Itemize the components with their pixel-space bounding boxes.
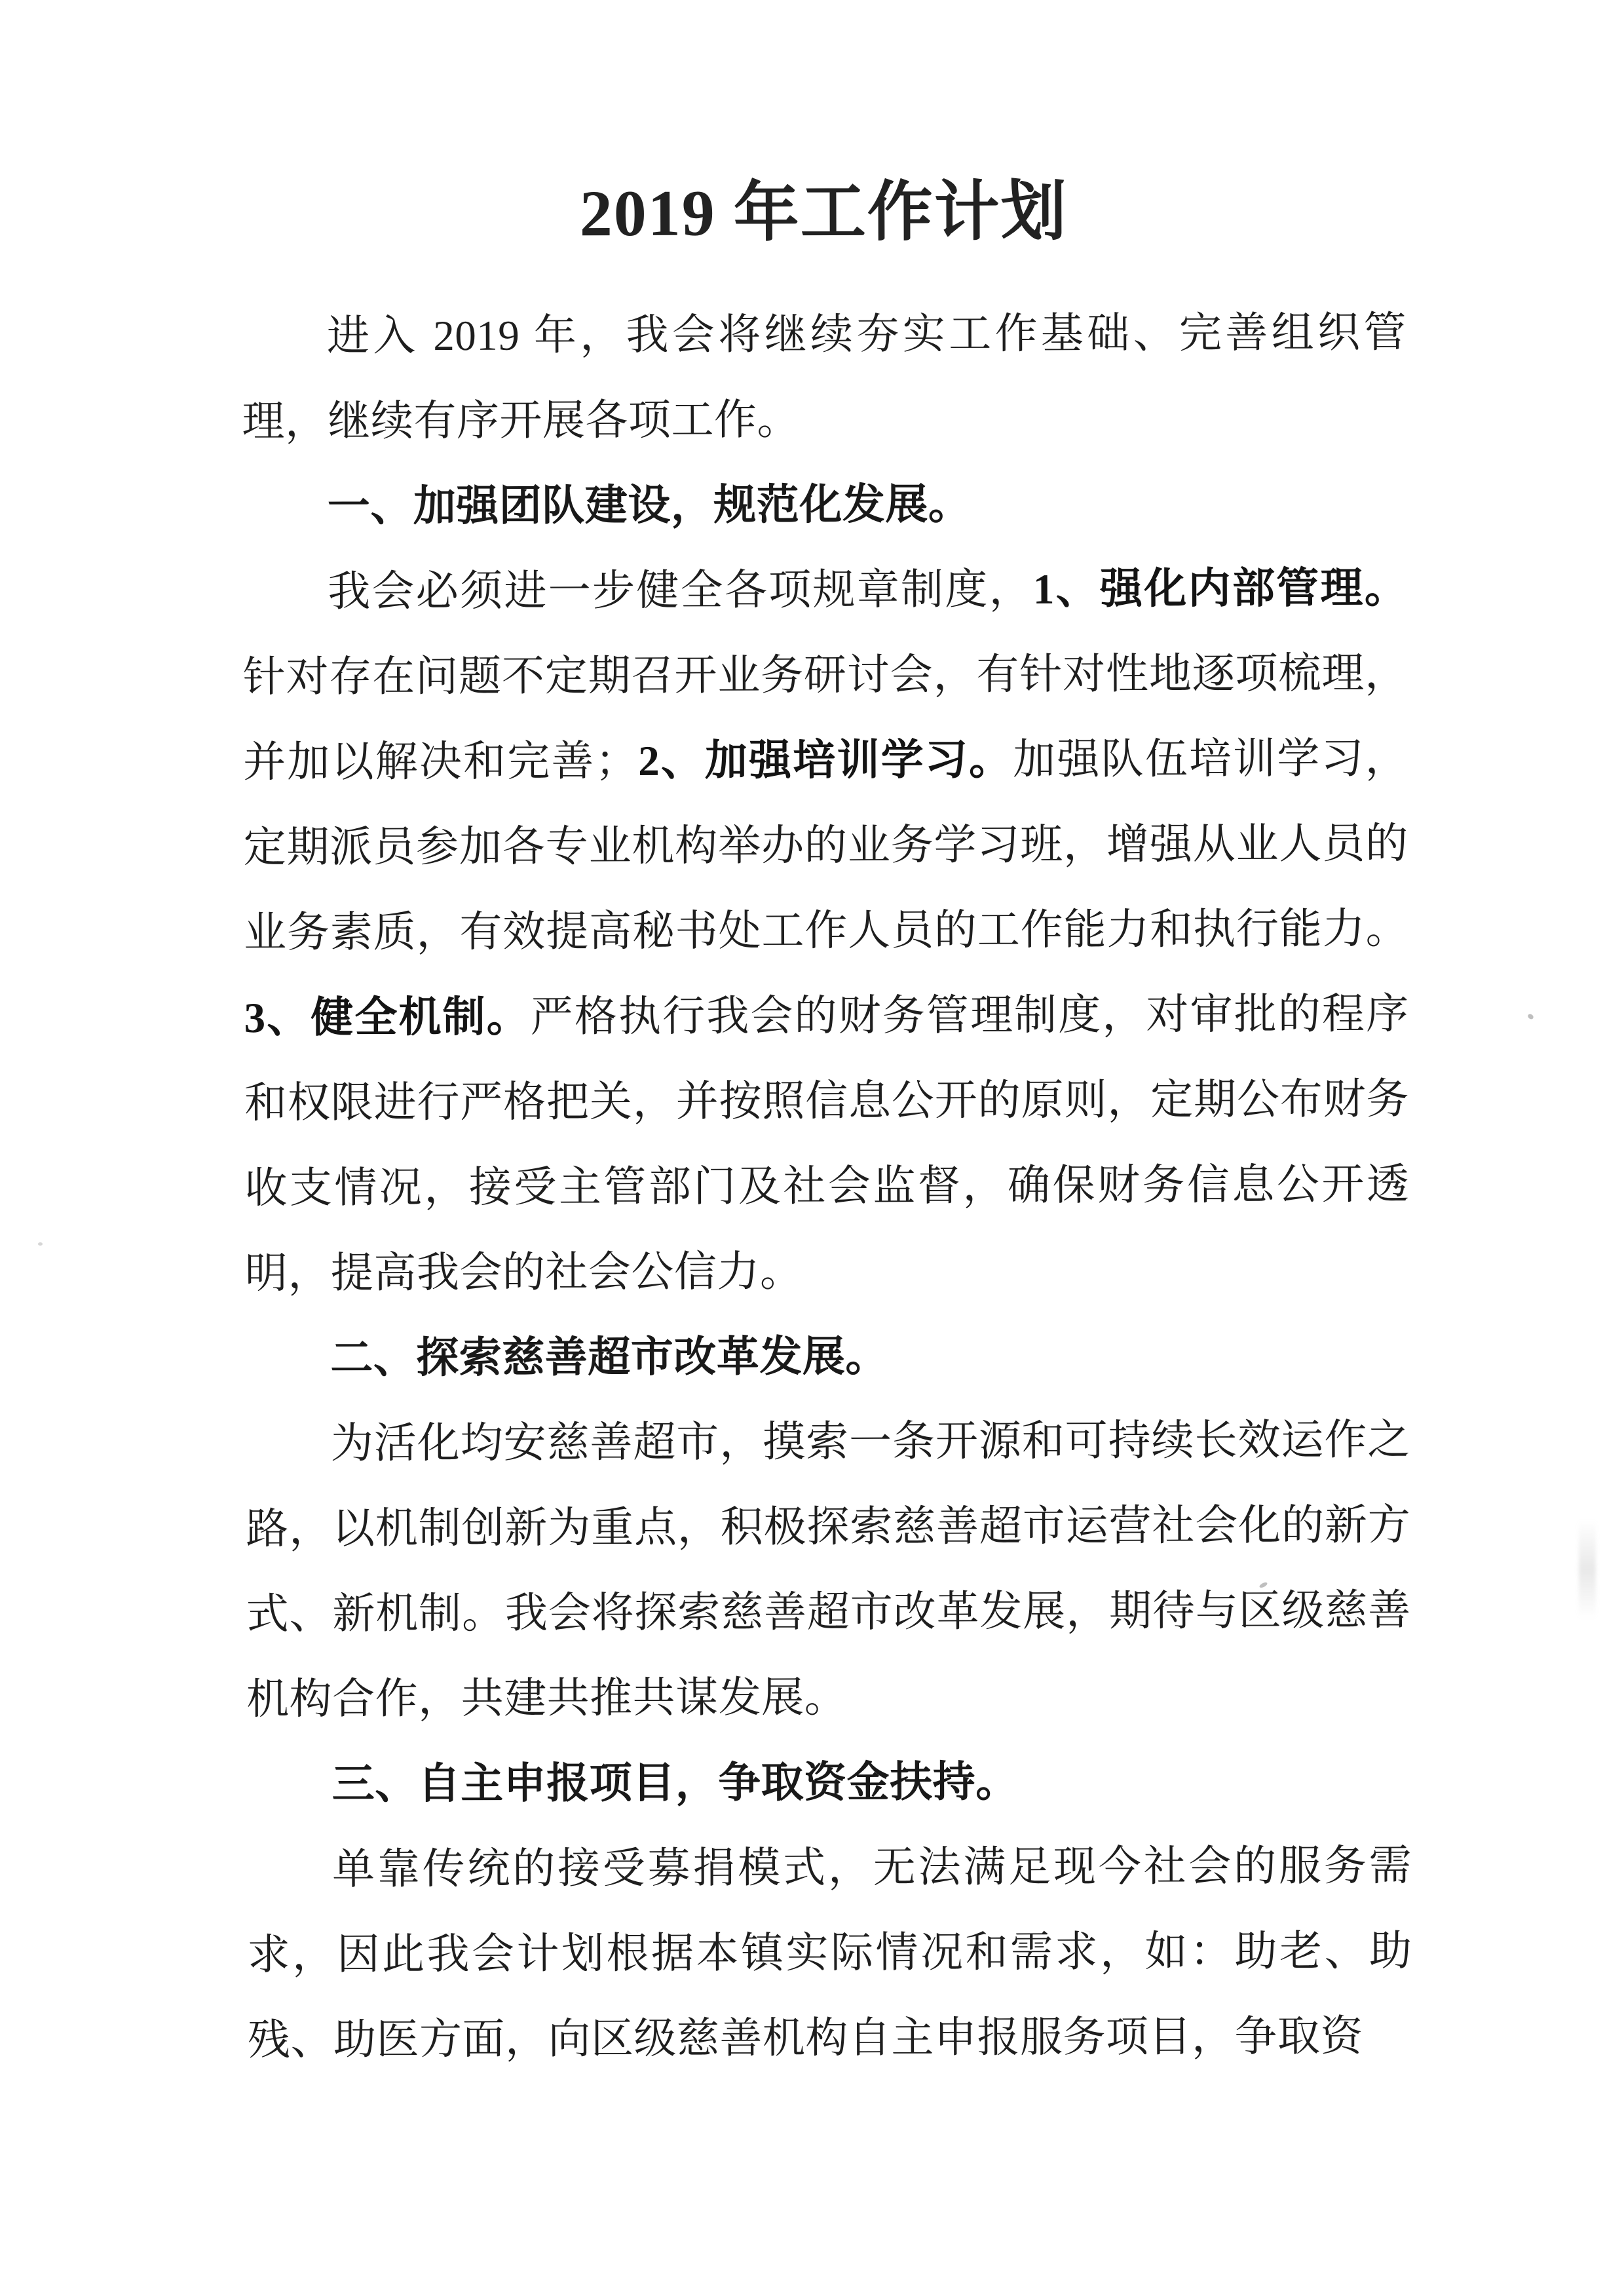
document-content <box>241 162 1412 2083</box>
document-title: 2019 年工作计划 <box>579 175 1068 250</box>
bold-run-training-study: 2、加强培训学习。 <box>637 736 1013 785</box>
text-run: 我会必须进一步健全各项规章制度， <box>328 565 1034 616</box>
scan-speck <box>38 1242 43 1246</box>
text-run: 为活化均安慈善超市，摸索一条开源和可持续长效运作之路，以机制创新为重点，积极探索慈善超市运营社会化的新方式、新机制。我会将探索慈善超市改革发展，期待与区级慈善机构合作，共建共推共谋发展。 <box>246 1416 1411 1724</box>
section-3-paragraph <box>247 1824 1412 2083</box>
text-run: 单靠传统的接受募捐模式，无法满足现今社会的服务需求，因此我会计划根据本镇实际情况和需求，如：助老、助残、助医方面，向区级慈善机构自主申报服务项目，争取资 <box>247 1842 1412 2065</box>
scan-speck <box>1527 1013 1534 1020</box>
section-2-paragraph <box>246 1398 1412 1742</box>
bold-run-internal-management: 1、强化内部管理。 <box>1032 564 1408 613</box>
section-1-heading: 一、加强团队建设，规范化发展。 <box>327 481 972 531</box>
bold-run-sound-mechanism: 3、健全机制。 <box>244 993 531 1043</box>
scan-streak <box>1579 1520 1596 1618</box>
text-run: 加强队伍培训学习，定期派员参加各专业机构举办的业务学习班，增强从业人员的业务素质，有效提高秘书处工作人员的工作能力和执行能力。 <box>243 735 1409 957</box>
section-3-heading: 三、自主申报项目，争取资金扶持。 <box>331 1758 1019 1808</box>
intro-paragraph: 进入 2019 年，我会将继续夯实工作基础、完善组织管理，继续有序开展各项工作。 <box>242 309 1407 446</box>
section-1-paragraph <box>242 546 1410 1316</box>
text-run: 针对存在问题不定期召开业务研讨会，有针对性地逐项梳理，并加以解决和完善； <box>242 649 1408 787</box>
text-run: 严格执行我会的财务管理制度，对审批的程序和权限进行严格把关，并按照信息公开的原则，定期公布财务收支情况，接受主管部门及社会监督，确保财务信息公开透明，提高我会的社会公信力。 <box>244 990 1410 1298</box>
section-2-heading: 二、探索慈善超市改革发展。 <box>330 1333 888 1383</box>
